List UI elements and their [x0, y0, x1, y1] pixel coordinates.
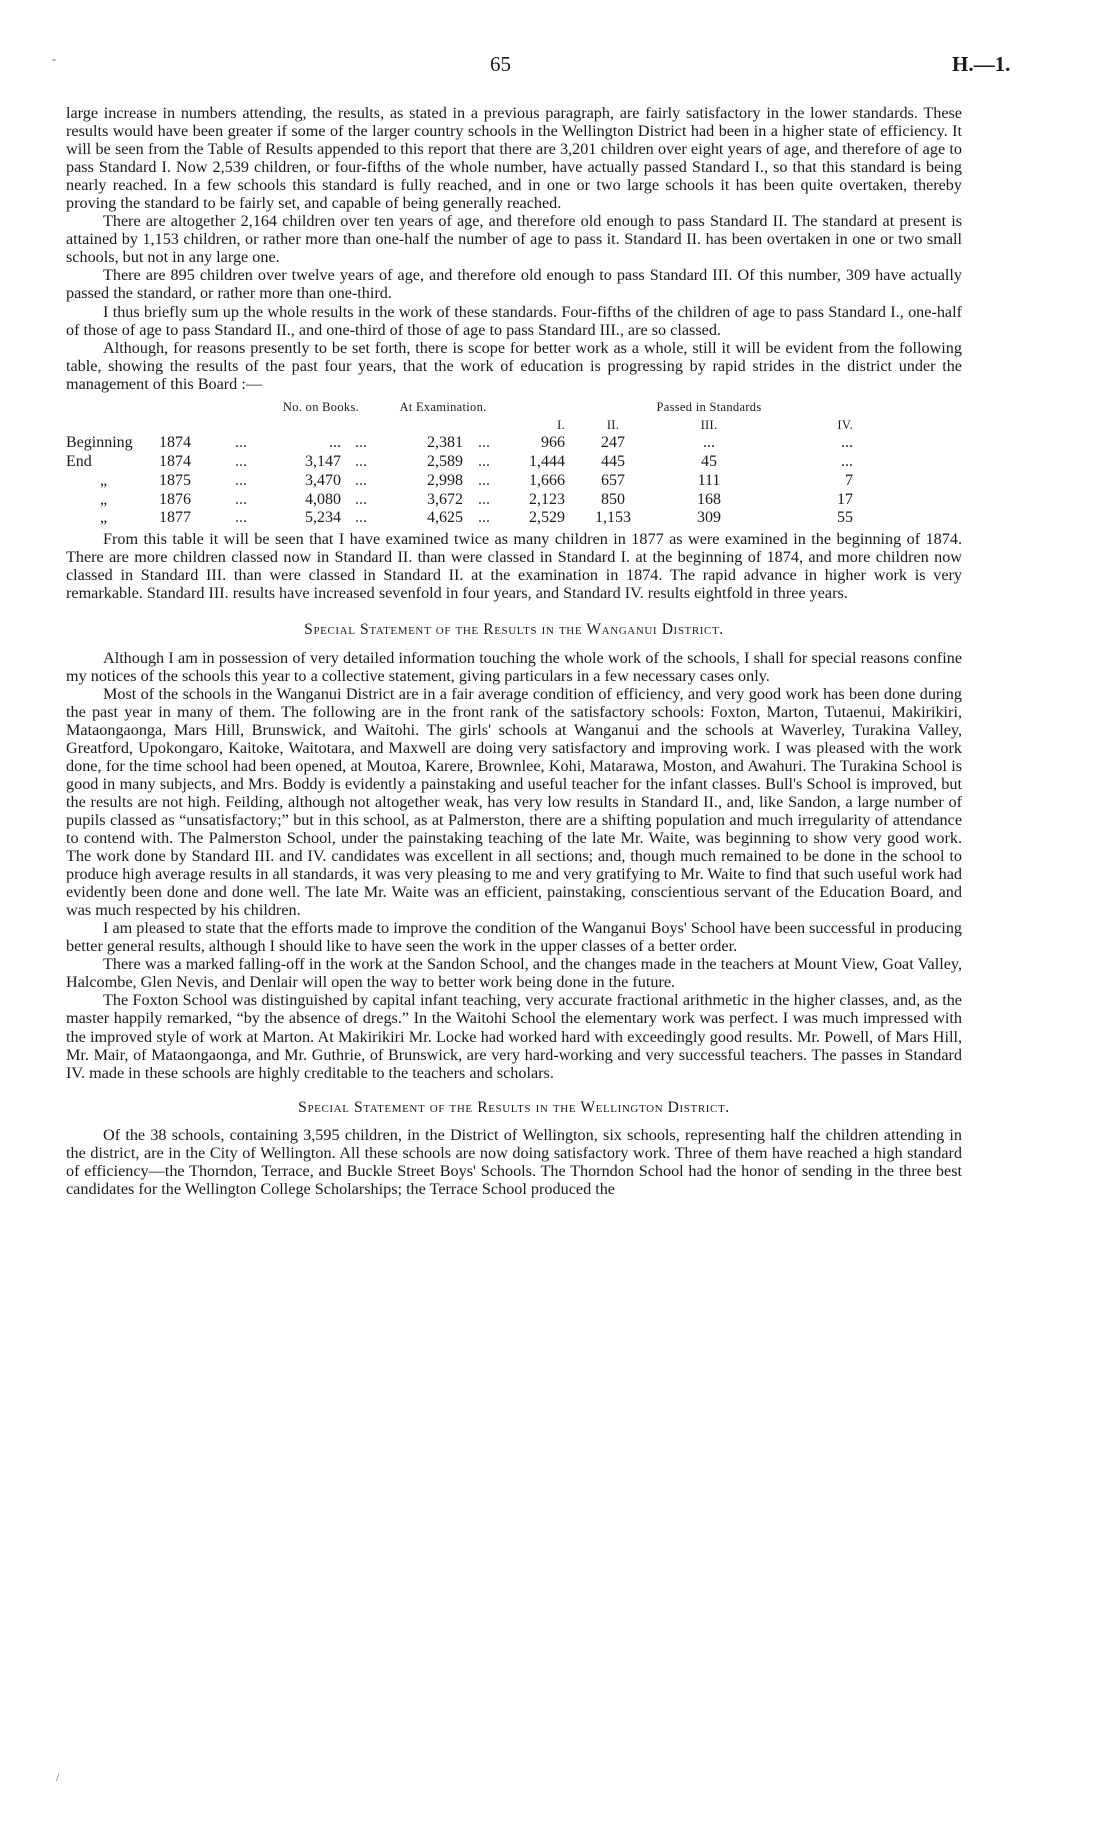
cell-at-examination: 2,381: [427, 434, 463, 452]
intro-paragraph-2: There are altogether 2,164 children over ten years of age, and therefore old enough to pass Standard II. The standard at present is attained by 1,153 children, or rather more than one-half the number of age to pass it. Standard II. has been overtaken in one or two small schools, but not in any large one.: [66, 212, 962, 267]
cell-standard-2: 1,153: [595, 509, 631, 527]
cell-standard-1: 1,444: [529, 453, 565, 471]
page-header: [0, 52, 1114, 82]
leader-dots: ...: [235, 453, 247, 471]
cell-standard-4: 55: [837, 509, 853, 527]
leader-dots: ...: [478, 471, 490, 489]
cell-at-examination: 4,625: [427, 509, 463, 527]
body-text: [66, 104, 962, 1198]
header-standard-4: IV.: [837, 417, 853, 432]
table-row: [66, 434, 853, 453]
cell-standard-4: 17: [837, 490, 853, 508]
row-label: End: [66, 453, 92, 471]
cell-standard-3: ...: [703, 434, 715, 452]
leader-dots: ...: [355, 434, 367, 452]
cell-no-on-books: 5,234: [305, 509, 341, 527]
row-year: 1874: [159, 434, 191, 452]
row-label: Beginning: [66, 434, 133, 452]
wanganui-paragraph-2: Most of the schools in the Wanganui District are in a fair average condition of efficiency, and very good work has been done during the past year in many of them. The following are in the front rank of the satisfactory schools: Foxton, Marton, Tutaenui, Makirikiri, Mataongaonga, Mars Hill, Brunswick, and Waitohi. The girls' schools at Wanganui and the schools at Waverley, Turakina Valley, Greatford, Upokongaro, Kaitoke, Waitotara, and Maxwell are doing very satisfactory and improving work. I was pleased with the work done, for the time school had been opened, at Moutoa, Karere, Brownlee, Kohi, Matarawa, Moston, and Awahuri. The Turakina School is good in many subjects, and Mrs. Boddy is evidently a painstaking and useful teacher for the infant classes. Bull's School is improved, but the results are not high. Feilding, although not altogether weak, has very low results in Standard II., and, like Sandon, a large number of pupils classed as “unsatisfactory;” but in this school, as at Palmerston, there are a shifting population and much irregularity of attendance to contend with. The Palmerston School, under the painstaking teaching of the late Mr. Waite, was beginning to show very good work. The work done by Standard III. and IV. candidates was excellent in all sections; and, though much remained to be done in the school to produce high average results in all standards, it was very pleasing to me and very gratifying to Mr. Waite to find that such useful work had evidently been done and done well. The late Mr. Waite was an efficient, painstaking, conscientious servant of the Education Board, and was much respected by his children.: [66, 684, 962, 920]
leader-dots: ...: [235, 471, 247, 489]
cell-standard-3: 168: [697, 490, 721, 508]
row-label: „: [100, 471, 108, 489]
leader-dots: ...: [235, 434, 247, 452]
cell-standard-2: 247: [601, 434, 625, 452]
row-year: 1876: [159, 490, 191, 508]
leader-dots: ...: [355, 471, 367, 489]
table-row: [66, 490, 853, 509]
cell-standard-3: 111: [697, 471, 721, 489]
table-row: [66, 509, 853, 528]
wanganui-heading: Special Statement of the Results in the Wanganui District.: [304, 621, 724, 639]
cell-standard-1: 2,529: [529, 509, 565, 527]
intro-paragraph-3: There are 895 children over twelve years of age, and therefore old enough to pass Standard III. Of this number, 309 have actually passed the standard, or rather more than one-third.: [66, 266, 962, 303]
table-header-row-2: [66, 416, 853, 434]
wellington-paragraph-1: Of the 38 schools, containing 3,595 children, in the District of Wellington, six schools, representing half the children attending in the district, are in the City of Wellington. All these schools are now doing satisfactory work. Three of them have reached a high standard of efficiency—the Thorndon, Terrace, and Buckle Street Boys' Schools. The Thorndon School had the honor of sending in the three best candidates for the Wellington College Scholarships; the Terrace School produced the: [66, 1125, 962, 1198]
cell-standard-4: ...: [841, 453, 853, 471]
row-year: 1875: [159, 471, 191, 489]
page-number: 65: [490, 52, 511, 76]
wanganui-paragraph-3: I am pleased to state that the efforts made to improve the condition of the Wanganui Boys' School have been successful in producing better general results, although I should like to have seen the work in the upper classes of a better order.: [66, 919, 962, 956]
cell-standard-4: ...: [841, 434, 853, 452]
cell-at-examination: 3,672: [427, 490, 463, 508]
cell-no-on-books: ...: [329, 434, 341, 452]
after-table-paragraph: From this table it will be seen that I have examined twice as many children in 1877 as were examined in the beginning of 1874. There are more children classed now in Standard II. than were classed in Standard I. at the beginning of 1874, and more children now classed in Standard III. than were classed in Standard II. at the examination in 1874. The rapid advance in higher work is very remarkable. Standard III. results have increased sevenfold in four years, and Standard IV. results eightfold in three years.: [66, 530, 962, 603]
wanganui-paragraph-1: Although I am in possession of very detailed information touching the whole work of the schools, I shall for special reasons confine my notices of the schools this year to a collective statement, giving particulars in a few necessary cases only.: [66, 648, 962, 685]
intro-paragraph-5: Although, for reasons presently to be set forth, there is scope for better work as a whole, still it will be evident from the following table, showing the results of the past four years, that the work of education is progressing by rapid strides in the district under the management of this Board :—: [66, 338, 962, 393]
leader-dots: ...: [355, 509, 367, 527]
cell-standard-1: 966: [541, 434, 565, 452]
cell-standard-1: 1,666: [529, 471, 565, 489]
cell-no-on-books: 3,147: [305, 453, 341, 471]
wanganui-paragraph-5: The Foxton School was distinguished by capital infant teaching, very accurate fractional arithmetic in the higher classes, and, as the master happily remarked, “by the absence of dregs.” In the Waitohi School the elementary work was perfect. I was much impressed with the improved style of work at Marton. At Makirikiri Mr. Locke had worked hard with exceedingly good results. Mr. Powell, of Mars Hill, Mr. Mair, of Mataongaonga, and Mr. Guthrie, of Brunswick, are very hard-working and very successful teachers. The passes in Standard IV. made in these schools are highly creditable to the teachers and scholars.: [66, 991, 962, 1082]
header-standard-1: I.: [557, 417, 565, 432]
header-standard-2: II.: [606, 417, 620, 432]
table-row: [66, 453, 853, 472]
row-label: „: [100, 509, 108, 527]
intro-paragraph-1: large increase in numbers attending, the results, as stated in a previous paragraph, are fairly satisfactory in the lower standards. These results would have been greater if some of the larger country schools in the Wellington District had been in a higher state of efficiency. It will be seen from the Table of Results appended to this report that there are 3,201 children over eight years of age, and therefore of age to pass Standard I. Now 2,539 children, or four-fifths of the whole number, have actually passed Standard I., so that this standard is being nearly reached. In a few schools this standard is fully reached, and in one or two large schools it has been quite overtaken, thereby proving the standard to be fairly set, and capable of being generally reached.: [66, 104, 962, 213]
leader-dots: ...: [355, 453, 367, 471]
cell-standard-1: 2,123: [529, 490, 565, 508]
margin-mark: -: [52, 52, 56, 66]
header-no-on-books: No. on Books.: [282, 399, 360, 414]
header-at-examination: At Examination.: [399, 399, 487, 414]
leader-dots: ...: [478, 453, 490, 471]
cell-standard-3: 309: [697, 509, 721, 527]
row-year: 1877: [159, 509, 191, 527]
leader-dots: ...: [235, 509, 247, 527]
cell-no-on-books: 3,470: [305, 471, 341, 489]
table-row: [66, 471, 853, 490]
header-standard-3: III.: [700, 417, 718, 432]
leader-dots: ...: [478, 490, 490, 508]
cell-standard-2: 850: [601, 490, 625, 508]
cell-standard-2: 445: [601, 453, 625, 471]
leader-dots: ...: [478, 434, 490, 452]
cell-no-on-books: 4,080: [305, 490, 341, 508]
cell-at-examination: 2,589: [427, 453, 463, 471]
row-year: 1874: [159, 453, 191, 471]
leader-dots: ...: [478, 509, 490, 527]
wanganui-paragraph-4: There was a marked falling-off in the work at the Sandon School, and the changes made in the teachers at Mount View, Goat Valley, Halcombe, Glen Nevis, and Denlair will open the way to better work being done in the future.: [66, 955, 962, 992]
results-table: [66, 398, 853, 528]
header-passed-in-standards: Passed in Standards: [656, 399, 762, 414]
row-label: „: [100, 490, 108, 508]
leader-dots: ...: [235, 490, 247, 508]
document-reference: H.—1.: [952, 52, 1011, 76]
margin-mark: /: [56, 1770, 60, 1784]
cell-standard-2: 657: [601, 471, 625, 489]
wellington-heading: Special Statement of the Results in the Wellington District.: [298, 1098, 730, 1116]
intro-paragraph-4: I thus briefly sum up the whole results in the work of these standards. Four-fifths of the children of age to pass Standard I., one-half of those of age to pass Standard II., and one-third of those of age to pass Standard III., are so classed.: [66, 302, 962, 339]
cell-at-examination: 2,998: [427, 471, 463, 489]
leader-dots: ...: [355, 490, 367, 508]
cell-standard-3: 45: [701, 453, 717, 471]
cell-standard-4: 7: [845, 471, 853, 489]
table-header-row-1: [66, 398, 853, 416]
